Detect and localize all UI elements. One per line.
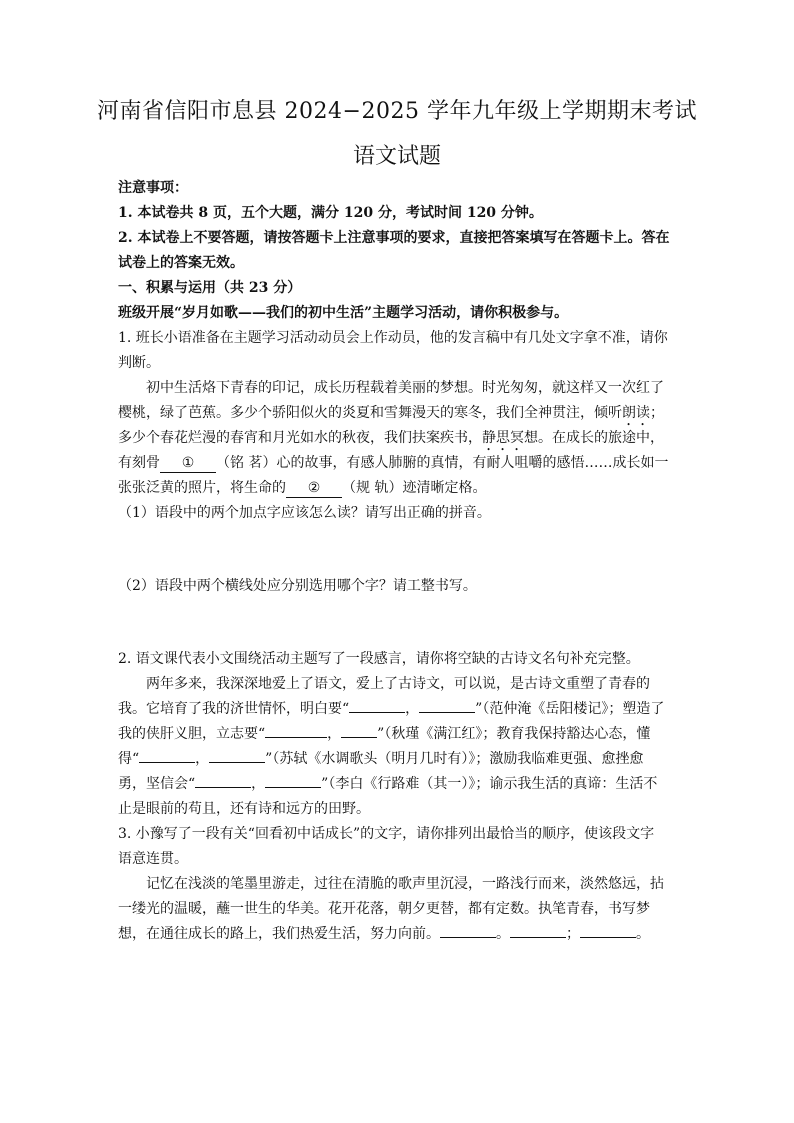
answer-blank[interactable] — [580, 937, 636, 938]
q3-stem-a: 3. 小豫写了一段有关“回看初中话成长”的文字，请你排列出最恰当的顺序，使该段文字 — [118, 826, 655, 842]
notice-item-2a: 2. 本试卷上不要答题，请按答题卡上注意事项的要求，直接把答案填写在答题卡上。答在 — [118, 230, 670, 246]
answer-blank[interactable] — [265, 787, 321, 788]
q1-stem-a: 1. 班长小语准备在主题学习活动动员会上作动员，他的发言稿中有几处文字拿不准，请你 — [118, 330, 668, 346]
passage-text: 张张泛黄的照片，将生命的 — [118, 480, 286, 496]
answer-blank[interactable] — [195, 787, 251, 788]
q1-passage-line-2 — [118, 401, 676, 426]
answer-blank-1[interactable]: ① — [160, 454, 216, 473]
passage-text: 勇，坚信会“ — [118, 776, 196, 792]
answer-blank[interactable] — [349, 712, 405, 713]
passage-text: （铭 茗）心的故事，有感人肺腑的真情，有耐人咀嚼的感悟……成长如一 — [216, 455, 669, 471]
passage-text: 我。它培育了我的济世情怀，明白要“ — [118, 701, 350, 717]
answer-blank[interactable] — [419, 712, 475, 713]
answer-blank-2[interactable]: ② — [286, 479, 342, 498]
passage-text: 。 — [636, 926, 650, 942]
passage-text: ”（秋瑾《满江红》；教育我保持豁达心态，懂 — [377, 726, 651, 742]
section-intro: 班级开展“岁月如歌——我们的初中生活”主题学习活动，请你积极参与。 — [118, 305, 569, 321]
passage-text: 樱桃，绿了芭蕉。多少个骄阳似火的炎夏和雪舞漫天的寒冬，我们全神贯注，倾听 — [118, 405, 622, 421]
passage-text: 多少个春花烂漫的春宵和月光如水的秋夜，我们扶案疾书， — [118, 430, 482, 446]
q3-line-3 — [118, 922, 676, 947]
passage-text: ”（苏轼《水调歌头（明月几时有）》；激励我临难更强、愈挫愈 — [265, 751, 644, 767]
q2-stem: 2. 语文课代表小文围绕活动主题写了一段感言，请你将空缺的古诗文名句补充完整。 — [118, 651, 640, 667]
dotted-text: 朗读 — [622, 405, 650, 421]
answer-blank[interactable] — [510, 937, 566, 938]
q2-line-4 — [118, 747, 676, 772]
q3-line-2: 一缕光的温暖，蘸一世生的华美。花开花落，朝夕更替，都有定数。执笔青春，书写梦 — [118, 901, 650, 917]
passage-text: 得“ — [118, 751, 140, 767]
q2-line-6: 止是眼前的苟且，还有诗和远方的田野。 — [118, 801, 370, 817]
q1-sub-question-1: （1）语段中的两个加点字应该怎么读？请写出正确的拼音。 — [118, 505, 491, 521]
q2-line-3 — [118, 722, 676, 747]
passage-text: ， — [251, 776, 266, 792]
answer-blank[interactable] — [265, 737, 327, 738]
passage-text: 想。在成长的旅途中， — [524, 430, 664, 446]
answer-blank[interactable] — [139, 762, 195, 763]
q3-line-1: 记忆在浅淡的笔墨里游走，过往在清脆的歌声里沉浸，一路浅行而来，淡然悠远，拈 — [146, 876, 664, 892]
page-subtitle: 语文试题 — [352, 144, 441, 169]
q1-passage-line-1: 初中生活烙下青春的印记，成长历程载着美丽的梦想。时光匆匆，就这样又一次红了 — [146, 380, 664, 396]
q3-stem-b: 语意连贯。 — [118, 851, 188, 867]
passage-text: ”（范仲淹《岳阳楼记》；塑造了 — [475, 701, 665, 717]
passage-text: ， — [195, 751, 210, 767]
q1-stem-b: 判断。 — [118, 355, 160, 371]
q2-line-1: 两年多来，我深深地爱上了语文，爱上了古诗文，可以说，是古诗文重塑了青春的 — [146, 676, 650, 692]
answer-space — [118, 599, 676, 647]
passage-text: 我的侠肝义胆，立志要“ — [118, 726, 266, 742]
passage-text: ， — [405, 701, 420, 717]
passage-text: （规 轨）迹清晰定格。 — [342, 480, 487, 496]
passage-text: ， — [327, 726, 342, 742]
answer-space — [118, 526, 676, 574]
passage-text: 。 — [496, 926, 510, 942]
passage-text: 想，在通往成长的路上，我们热爱生活，努力向前。 — [118, 926, 440, 942]
dotted-text: 静思冥 — [482, 430, 524, 446]
q1-sub-question-2: （2）语段中两个横线处应分别选用哪个字？请工整书写。 — [118, 578, 477, 594]
passage-text: ； — [566, 926, 580, 942]
answer-blank[interactable] — [440, 937, 496, 938]
passage-text: ”（李白《行路难（其一）》；谕示我生活的真谛：生活不 — [321, 776, 658, 792]
notice-item-1: 1. 本试卷共 8 页，五个大题，满分 120 分，考试时间 120 分钟。 — [118, 205, 543, 221]
section-heading: 一、积累与运用（共 23 分） — [118, 280, 302, 296]
answer-blank[interactable] — [341, 737, 377, 738]
q1-passage-line-4 — [118, 451, 676, 476]
page-title: 河南省信阳市息县 2024−2025 学年九年级上学期期末考试 — [97, 99, 697, 124]
notice-item-2b: 试卷上的答案无效。 — [118, 255, 244, 271]
passage-text: 有刻骨 — [118, 455, 160, 471]
answer-blank[interactable] — [209, 762, 265, 763]
exam-content — [118, 176, 676, 947]
q2-line-5 — [118, 772, 676, 797]
q2-line-2 — [118, 697, 676, 722]
q1-passage-line-3 — [118, 426, 676, 451]
notice-heading: 注意事项： — [118, 180, 188, 196]
passage-text: ； — [650, 405, 664, 421]
q1-passage-line-5 — [118, 476, 676, 501]
